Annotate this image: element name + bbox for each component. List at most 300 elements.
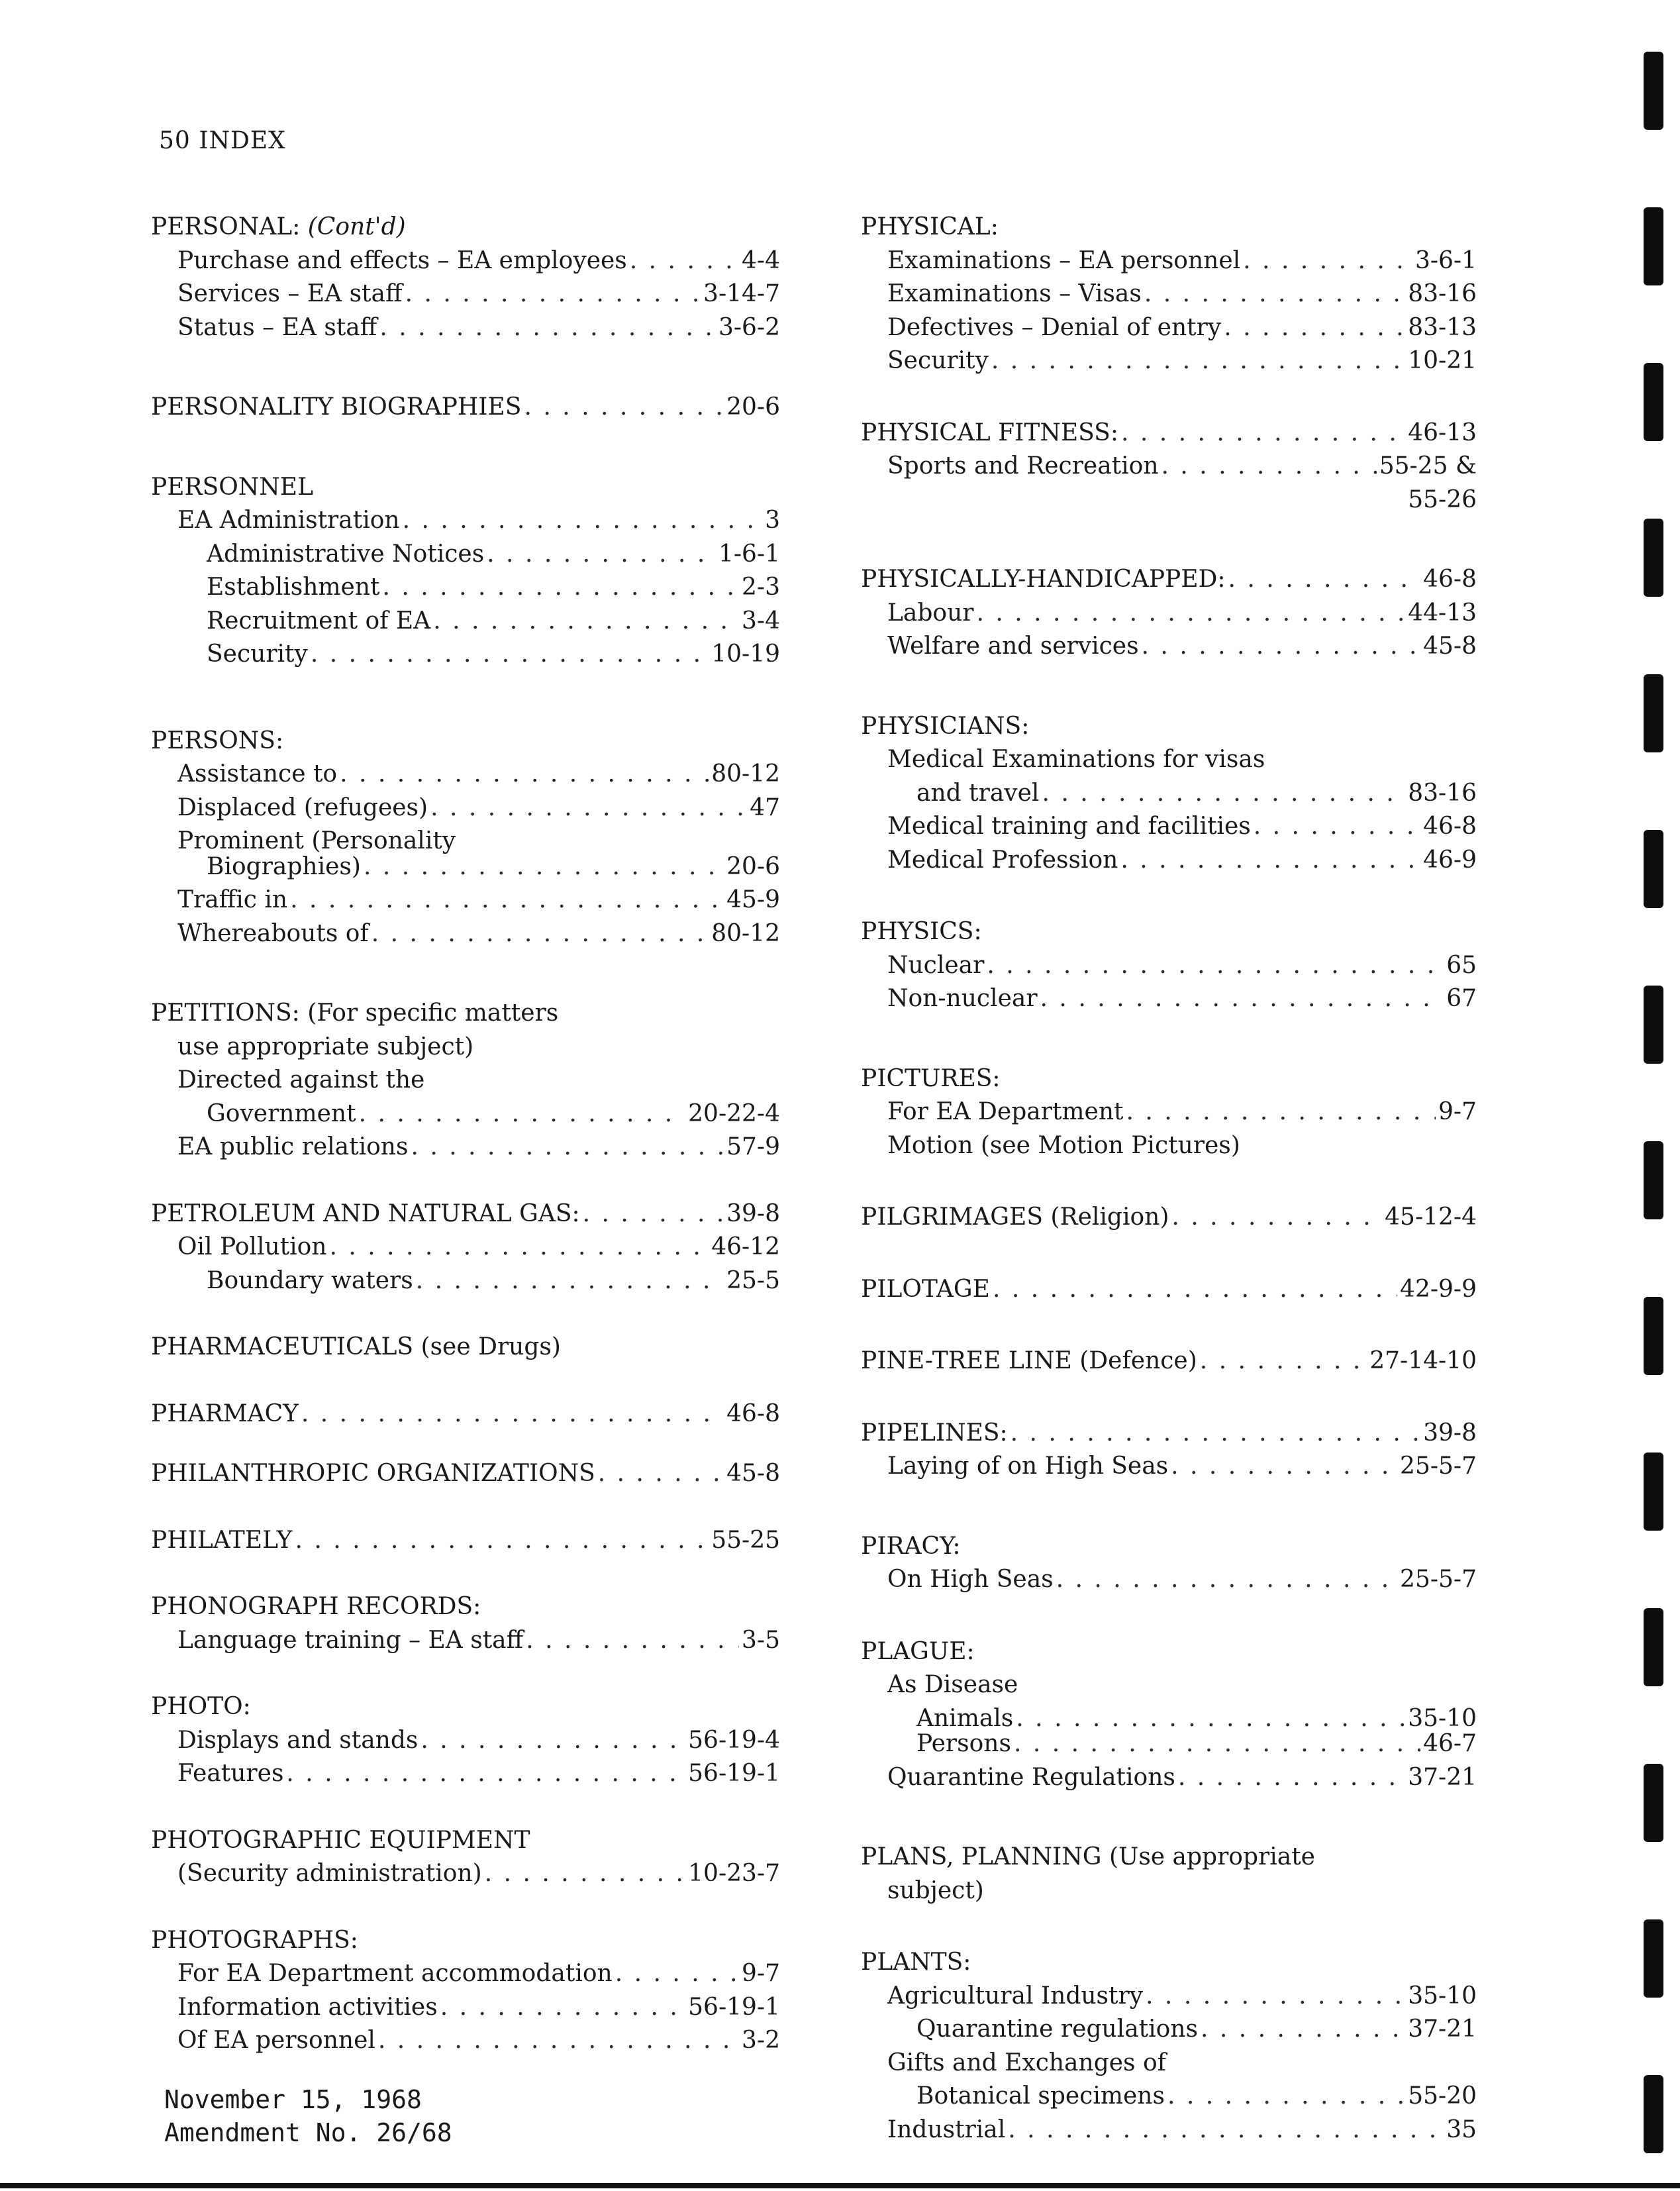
dot-leader xyxy=(1178,1761,1405,1795)
dot-leader xyxy=(991,344,1405,378)
dot-leader xyxy=(1171,1201,1382,1235)
entry-text: Quarantine Regulations xyxy=(887,1763,1175,1791)
dot-leader xyxy=(1008,2114,1444,2147)
page-reference: 56-19-1 xyxy=(688,1993,780,2021)
entry-text: Nuclear xyxy=(887,951,985,979)
page-reference: 65 xyxy=(1446,951,1477,979)
dot-leader xyxy=(378,2024,739,2058)
entry-text: Information activities xyxy=(177,1993,438,2021)
index-heading-personality-biographies xyxy=(151,391,780,425)
dot-leader xyxy=(286,1757,685,1791)
entry-text: Motion (see Motion Pictures) xyxy=(887,1131,1240,1159)
dot-leader xyxy=(1144,278,1405,311)
index-heading-pine-tree-line-defence xyxy=(861,1345,1477,1378)
binding-hole xyxy=(1644,2075,1663,2153)
entry-text: PERSONNEL xyxy=(151,473,313,501)
entry-text: PHILANTHROPIC ORGANIZATIONS xyxy=(151,1460,595,1487)
dot-leader xyxy=(630,244,739,278)
page-reference: 55-26 xyxy=(1408,485,1477,513)
dot-leader xyxy=(987,949,1444,983)
index-subentry-security xyxy=(861,344,1477,378)
entry-text: PLANS, PLANNING (Use appropriate xyxy=(861,1843,1315,1870)
entry-text: Traffic in xyxy=(177,886,288,913)
entry-text: PHYSICIANS: xyxy=(861,712,1030,740)
index-subentry-use-appropriate-subject xyxy=(151,1031,780,1064)
index-subentry-services-ea-staff xyxy=(151,278,780,311)
binding-hole xyxy=(1644,1764,1663,1842)
dot-leader xyxy=(379,311,716,345)
page-bottom-edge xyxy=(0,2183,1680,2188)
page-reference: 3-2 xyxy=(742,2027,780,2054)
page-reference: 39-8 xyxy=(726,1199,780,1227)
index-subentry-as-disease xyxy=(861,1668,1477,1702)
entry-text: PIPELINES: xyxy=(861,1419,1008,1447)
entry-text: PICTURES: xyxy=(861,1064,1001,1092)
index-subentry-labour xyxy=(861,597,1477,631)
entry-text: Quarantine regulations xyxy=(916,2015,1198,2043)
page-reference: 80-12 xyxy=(711,760,780,788)
entry-text: PETROLEUM AND NATURAL GAS: xyxy=(151,1199,580,1227)
entry-text: PHYSICAL FITNESS: xyxy=(861,419,1118,446)
dot-leader xyxy=(598,1457,724,1491)
index-heading-pharmaceuticals-see-drugs xyxy=(151,1331,780,1364)
index-subentry-status-ea-staff xyxy=(151,311,780,345)
dot-leader xyxy=(433,605,739,638)
index-heading-physically-handicapped xyxy=(861,563,1477,597)
index-subentry-nuclear xyxy=(861,949,1477,983)
entry-text: PERSONAL: xyxy=(151,213,308,240)
page-reference: 37-21 xyxy=(1408,2015,1477,2043)
entry-text: Whereabouts of xyxy=(177,919,369,947)
index-subentry-purchase-and-effects-ea-employees xyxy=(151,244,780,278)
page-reference: 46-7 xyxy=(1423,1730,1477,1757)
page-reference: 20-6 xyxy=(726,852,780,880)
page-reference: 55-20 xyxy=(1408,2082,1477,2110)
entry-text: Animals xyxy=(916,1704,1014,1732)
entry-text: Defectives – Denial of entry xyxy=(887,313,1222,341)
page-reference: 55-25 & xyxy=(1379,452,1477,480)
dot-leader xyxy=(1200,1345,1367,1378)
page-reference: 25-5 xyxy=(726,1266,780,1294)
entry-text: Purchase and effects – EA employees xyxy=(177,246,627,274)
entry-text: As Disease xyxy=(887,1671,1018,1698)
entry-text: EA Administration xyxy=(177,507,400,534)
entry-text: Medical Profession xyxy=(887,846,1118,874)
entry-text: Persons xyxy=(916,1730,1011,1757)
entry-text: Language training – EA staff xyxy=(177,1626,524,1654)
entry-text: Status – EA staff xyxy=(177,313,377,341)
entry-text: PHYSICAL: xyxy=(861,213,999,240)
entry-text: Biographies) xyxy=(207,852,361,880)
entry-text: PERSONALITY BIOGRAPHIES xyxy=(151,393,522,421)
index-heading-phonograph-records xyxy=(151,1590,780,1624)
page-reference: 3-6-2 xyxy=(718,313,780,341)
entry-text: On High Seas xyxy=(887,1566,1054,1593)
index-heading-pilotage xyxy=(861,1273,1477,1307)
index-heading-photo xyxy=(151,1690,780,1724)
index-subentry-boundary-waters xyxy=(151,1264,780,1298)
index-subentry-gifts-and-exchanges-of xyxy=(861,2047,1477,2080)
index-subentry-biographies xyxy=(151,850,780,884)
dot-leader xyxy=(290,884,724,917)
index-subentry-displays-and-stands xyxy=(151,1724,780,1758)
page-reference: 9-7 xyxy=(742,1960,780,1987)
entry-text: Laying of on High Seas xyxy=(887,1452,1169,1480)
entry-text: Non-nuclear xyxy=(887,985,1038,1012)
page-reference: 10-23-7 xyxy=(688,1860,780,1887)
page-reference: 3 xyxy=(765,507,780,534)
entry-text: PHONOGRAPH RECORDS: xyxy=(151,1593,481,1620)
binding-holes xyxy=(1644,52,1670,2158)
page-reference: 25-5-7 xyxy=(1400,1452,1477,1480)
index-heading-pipelines xyxy=(861,1417,1477,1451)
footer-amendment: Amendment No. 26/68 xyxy=(164,2118,452,2147)
entry-text: PLAGUE: xyxy=(861,1637,975,1665)
dot-leader xyxy=(359,1097,686,1131)
page-reference: 46-8 xyxy=(1423,566,1477,593)
index-heading-pharmacy xyxy=(151,1398,780,1431)
entry-text: PHARMACEUTICALS (see Drugs) xyxy=(151,1333,561,1360)
entry-text: For EA Department xyxy=(887,1098,1124,1125)
entry-text: PILGRIMAGES (Religion) xyxy=(861,1203,1169,1231)
entry-text: PETITIONS: (For specific matters xyxy=(151,999,559,1027)
dot-leader xyxy=(1254,810,1420,844)
dot-leader xyxy=(295,1524,709,1558)
index-subentry-information-activities xyxy=(151,1991,780,2025)
index-heading-philanthropic-organizations xyxy=(151,1457,780,1491)
entry-text: Gifts and Exchanges of xyxy=(887,2049,1166,2076)
entry-text: Services – EA staff xyxy=(177,280,403,307)
entry-text: PHYSICALLY-HANDICAPPED: xyxy=(861,566,1226,593)
entry-text: Examinations – EA personnel xyxy=(887,246,1241,274)
index-subentry-medical-training-and-facilities xyxy=(861,810,1477,844)
page-reference: 56-19-4 xyxy=(688,1726,780,1754)
page-reference: 47 xyxy=(750,793,780,821)
entry-text: Administrative Notices xyxy=(207,540,485,568)
index-heading-plague xyxy=(861,1635,1477,1669)
page-reference: 35-10 xyxy=(1408,1704,1477,1732)
index-subentry-subject xyxy=(861,1874,1477,1908)
dot-leader xyxy=(1014,1727,1420,1761)
entry-text: (Security administration) xyxy=(177,1860,482,1887)
entry-text: PIRACY: xyxy=(861,1532,961,1560)
index-heading-piracy xyxy=(861,1530,1477,1564)
page-reference: 46-9 xyxy=(1423,846,1477,874)
entry-text: use appropriate subject) xyxy=(177,1033,474,1060)
entry-text: PINE-TREE LINE (Defence) xyxy=(861,1347,1197,1374)
index-heading-pictures xyxy=(861,1062,1477,1096)
index-column-right xyxy=(861,211,1477,2147)
page-reference: 83-16 xyxy=(1408,280,1477,307)
index-subentry-welfare-and-services xyxy=(861,630,1477,664)
dot-leader xyxy=(1243,244,1412,278)
index-subentry-recruitment-of-ea xyxy=(151,605,780,638)
dot-leader xyxy=(405,278,701,311)
index-heading-personal xyxy=(151,211,780,244)
entry-text: PHILATELY xyxy=(151,1526,293,1554)
dot-leader xyxy=(1040,982,1444,1016)
entry-text: Assistance to xyxy=(177,760,338,788)
binding-hole xyxy=(1644,519,1663,597)
page-reference: 39-8 xyxy=(1423,1419,1477,1447)
page-reference: 46-13 xyxy=(1408,419,1477,446)
entry-text: Recruitment of EA xyxy=(207,607,431,635)
dot-leader xyxy=(583,1197,724,1231)
dot-leader xyxy=(1161,450,1377,484)
dot-leader xyxy=(371,917,709,951)
index-subentry-quarantine-regulations xyxy=(861,2013,1477,2047)
dot-leader xyxy=(383,571,740,605)
page-reference: 3-5 xyxy=(742,1626,780,1654)
entry-text: Labour xyxy=(887,599,974,627)
dot-leader xyxy=(411,1131,724,1164)
index-subentry-ea-administration xyxy=(151,504,780,538)
entry-text: Sports and Recreation xyxy=(887,452,1159,480)
page-reference: 1-6-1 xyxy=(718,540,780,568)
page-reference: 2-3 xyxy=(742,574,780,601)
binding-hole xyxy=(1644,674,1663,752)
binding-hole xyxy=(1644,1297,1663,1375)
index-subentry-defectives-denial-of-entry xyxy=(861,311,1477,345)
dot-leader xyxy=(311,638,709,672)
dot-leader xyxy=(1228,563,1421,597)
dot-leader xyxy=(364,850,724,884)
page-reference: 3-4 xyxy=(742,607,780,635)
dot-leader xyxy=(403,504,763,538)
entry-text: PHYSICS: xyxy=(861,918,982,945)
index-subentry-examinations-ea-personnel xyxy=(861,244,1477,278)
dot-leader xyxy=(526,1624,739,1658)
index-subentry-features xyxy=(151,1757,780,1791)
index-subentry-security xyxy=(151,638,780,672)
index-subentry-motion-see-motion-pictures xyxy=(861,1129,1477,1163)
page-reference: 67 xyxy=(1446,985,1477,1012)
index-subentry-whereabouts-of xyxy=(151,917,780,951)
index-heading-physics xyxy=(861,915,1477,949)
binding-hole xyxy=(1644,986,1663,1064)
binding-hole xyxy=(1644,1608,1663,1686)
index-subentry-government xyxy=(151,1097,780,1131)
dot-leader xyxy=(524,391,724,425)
entry-text: Security xyxy=(207,640,308,668)
page-reference: 10-19 xyxy=(711,640,780,668)
binding-hole xyxy=(1644,1919,1663,1998)
binding-hole xyxy=(1644,1141,1663,1219)
page-reference: 45-12-4 xyxy=(1385,1203,1477,1231)
entry-text: and travel xyxy=(916,779,1040,807)
dot-leader xyxy=(1146,1980,1405,2013)
page-reference: 10-21 xyxy=(1408,347,1477,374)
index-heading-photographs xyxy=(151,1924,780,1958)
page-reference: 20-6 xyxy=(726,393,780,421)
entry-text: Displaced (refugees) xyxy=(177,793,428,821)
binding-hole xyxy=(1644,830,1663,908)
index-subentry-establishment xyxy=(151,571,780,605)
dot-leader xyxy=(615,1957,739,1991)
amendment-footer xyxy=(164,2083,452,2149)
entry-text: Medical Examinations for visas xyxy=(887,746,1265,773)
index-heading-petroleum-and-natural-gas xyxy=(151,1197,780,1231)
index-subentry-quarantine-regulations xyxy=(861,1761,1477,1795)
binding-hole xyxy=(1644,1452,1663,1531)
entry-text: PERSONS: xyxy=(151,727,284,754)
entry-text: Features xyxy=(177,1760,284,1787)
index-heading-plans-planning-use-appropriate xyxy=(861,1841,1477,1874)
page-reference: 83-16 xyxy=(1408,779,1477,807)
entry-text: Welfare and services xyxy=(887,633,1139,660)
page-reference: 25-5-7 xyxy=(1400,1566,1477,1593)
index-heading-philately xyxy=(151,1524,780,1558)
dot-leader xyxy=(1042,777,1405,811)
index-subentry-directed-against-the xyxy=(151,1064,780,1097)
dot-leader xyxy=(440,1991,685,2025)
index-subentry-laying-of-on-high-seas xyxy=(861,1450,1477,1484)
page-reference: 37-21 xyxy=(1408,1763,1477,1791)
index-heading-plants xyxy=(861,1946,1477,1980)
entry-text: EA public relations xyxy=(177,1133,409,1160)
index-subentry-botanical-specimens xyxy=(861,2080,1477,2114)
index-heading-persons xyxy=(151,725,780,758)
dot-leader xyxy=(993,1273,1397,1307)
page-reference: 20-22-4 xyxy=(688,1099,780,1127)
index-column-left xyxy=(151,211,780,2058)
entry-text: Establishment xyxy=(207,574,380,601)
dot-leader xyxy=(1224,311,1405,345)
entry-text: Botanical specimens xyxy=(916,2082,1165,2110)
entry-text: Of EA personnel xyxy=(177,2027,375,2054)
index-subentry-persons xyxy=(861,1727,1477,1761)
entry-text: Agricultural Industry xyxy=(887,1982,1144,2010)
binding-hole xyxy=(1644,207,1663,285)
index-subentry-55-26 xyxy=(861,484,1477,517)
page-reference: 3-14-7 xyxy=(703,280,780,307)
index-heading-photographic-equipment xyxy=(151,1824,780,1858)
entry-text: PLANTS: xyxy=(861,1949,971,1976)
binding-hole xyxy=(1644,363,1663,441)
entry-text: Oil Pollution xyxy=(177,1233,327,1260)
page-reference: 45-8 xyxy=(726,1460,780,1487)
index-subentry-security-administration xyxy=(151,1857,780,1891)
entry-text: Medical training and facilities xyxy=(887,813,1251,840)
index-subentry-on-high-seas xyxy=(861,1563,1477,1597)
dot-leader xyxy=(340,758,709,791)
page-reference: 4-4 xyxy=(742,246,780,274)
page-reference: 35 xyxy=(1446,2115,1477,2143)
entry-text: PHOTO: xyxy=(151,1693,251,1720)
page-reference: 56-19-1 xyxy=(688,1760,780,1787)
dot-leader xyxy=(1056,1563,1397,1597)
dot-leader xyxy=(1142,630,1421,664)
entry-text: subject) xyxy=(887,1876,984,1904)
index-subentry-examinations-visas xyxy=(861,278,1477,311)
page-reference: 55-25 xyxy=(711,1526,780,1554)
entry-text: PILOTAGE xyxy=(861,1275,990,1303)
entry-text: PHARMACY xyxy=(151,1400,299,1427)
dot-leader xyxy=(976,597,1405,631)
dot-leader xyxy=(1121,417,1405,450)
page-reference: 46-8 xyxy=(726,1400,780,1427)
page-header: 50 INDEX xyxy=(159,127,286,154)
dot-leader xyxy=(1167,2080,1405,2114)
index-subentry-for-ea-department-accommodation xyxy=(151,1957,780,1991)
page-reference: 83-13 xyxy=(1408,313,1477,341)
index-subentry-medical-examinations-for-visas xyxy=(861,743,1477,777)
entry-text: Boundary waters xyxy=(207,1266,413,1294)
page-reference: 3-6-1 xyxy=(1414,246,1477,274)
entry-text: Displays and stands xyxy=(177,1726,419,1754)
entry-text: PHOTOGRAPHS: xyxy=(151,1926,358,1954)
index-subentry-of-ea-personnel xyxy=(151,2024,780,2058)
index-heading-personnel xyxy=(151,471,780,505)
index-subentry-assistance-to xyxy=(151,758,780,791)
index-heading-physical-fitness xyxy=(861,417,1477,450)
dot-leader xyxy=(1120,844,1420,878)
entry-text: Security xyxy=(887,347,989,374)
page-reference: 57-9 xyxy=(726,1133,780,1160)
index-subentry-industrial xyxy=(861,2114,1477,2147)
index-heading-pilgrimages-religion xyxy=(861,1201,1477,1235)
page-reference: 35-10 xyxy=(1408,1982,1477,2010)
dot-leader xyxy=(1126,1096,1436,1129)
index-heading-physicians xyxy=(861,710,1477,744)
index-subentry-traffic-in xyxy=(151,884,780,917)
index-subentry-and-travel xyxy=(861,777,1477,811)
page-reference: 45-8 xyxy=(1423,633,1477,660)
entry-text: Industrial xyxy=(887,2115,1006,2143)
index-subentry-oil-pollution xyxy=(151,1231,780,1264)
index-subentry-medical-profession xyxy=(861,844,1477,878)
dot-leader xyxy=(1011,1417,1420,1451)
dot-leader xyxy=(329,1231,709,1264)
page-reference: 9-7 xyxy=(1438,1098,1477,1125)
page-reference: 42-9-9 xyxy=(1400,1275,1477,1303)
entry-text: PHOTOGRAPHIC EQUIPMENT xyxy=(151,1826,530,1854)
index-subentry-sports-and-recreation xyxy=(861,450,1477,484)
entry-text: Directed against the xyxy=(177,1066,425,1094)
page-reference: 46-8 xyxy=(1423,813,1477,840)
index-subentry-for-ea-department xyxy=(861,1096,1477,1129)
dot-leader xyxy=(485,1857,685,1891)
entry-text: Prominent (Personality xyxy=(177,827,456,854)
dot-leader xyxy=(301,1398,724,1431)
index-subentry-ea-public-relations xyxy=(151,1131,780,1164)
index-subentry-agricultural-industry xyxy=(861,1980,1477,2013)
index-subentry-displaced-refugees xyxy=(151,791,780,825)
index-subentry-language-training-ea-staff xyxy=(151,1624,780,1658)
dot-leader xyxy=(1201,2013,1405,2047)
index-subentry-administrative-notices xyxy=(151,538,780,572)
footer-date: November 15, 1968 xyxy=(164,2085,422,2114)
continued-note: (Cont'd) xyxy=(307,213,406,240)
entry-text: Examinations – Visas xyxy=(887,280,1142,307)
page-reference: 80-12 xyxy=(711,919,780,947)
dot-leader xyxy=(416,1264,724,1298)
dot-leader xyxy=(430,791,747,825)
index-subentry-non-nuclear xyxy=(861,982,1477,1016)
dot-leader xyxy=(487,538,716,572)
index-heading-petitions-for-specific-matters xyxy=(151,997,780,1031)
dot-leader xyxy=(420,1724,685,1758)
dot-leader xyxy=(1171,1450,1397,1484)
entry-text: For EA Department accommodation xyxy=(177,1960,613,1987)
index-heading-physical xyxy=(861,211,1477,244)
page-reference: 46-12 xyxy=(711,1233,780,1260)
page-reference: 45-9 xyxy=(726,886,780,913)
page-reference: 44-13 xyxy=(1408,599,1477,627)
entry-text: Government xyxy=(207,1099,356,1127)
binding-hole xyxy=(1644,52,1663,130)
page-reference: 27-14-10 xyxy=(1369,1347,1477,1374)
